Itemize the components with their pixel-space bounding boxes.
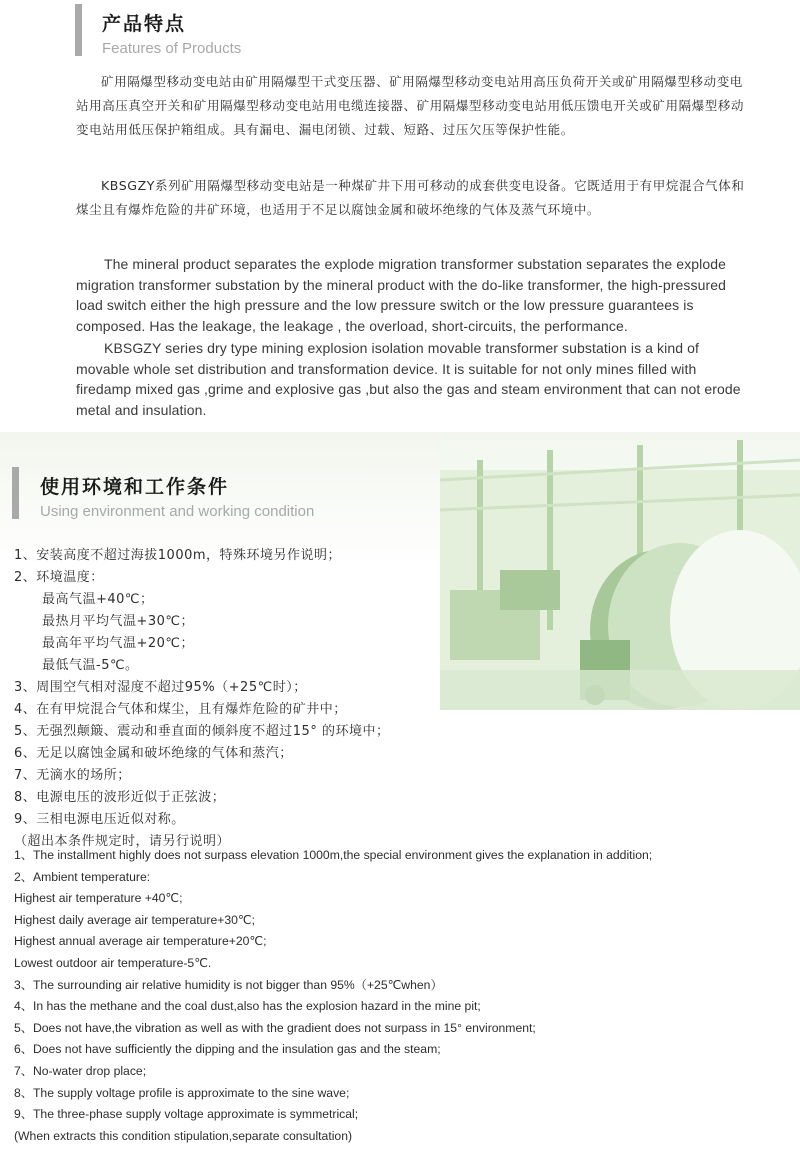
- condition-item-en: 9、The three-phase supply voltage approximate is symmetrical;: [14, 1107, 359, 1122]
- features-paragraph-en-2: KBSGZY series dry type mining explosion isolation movable transformer substation is a kind of movable whole set distribution and transformation device. It is suitable for not only mines filled with firedamp mixed gas ,grime and explosive gas ,but also the gas and steam environment that can not erode metal and insulation.: [76, 340, 741, 418]
- condition-subitem-cn: 最高气温+40℃；: [42, 592, 154, 607]
- condition-item-en: 2、Ambient temperature:: [14, 869, 151, 884]
- condition-subitem-cn: 最低气温-5℃。: [42, 658, 139, 673]
- condition-subitem-en: Highest air temperature +40℃;: [14, 891, 183, 906]
- condition-subitem-cn: 最高年平均气温+20℃；: [42, 636, 195, 651]
- features-paragraph-cn-2: KBSGZY系列矿用隔爆型移动变电站是一种煤矿井下用可移动的成套供变电设备。它既适用于有甲烷混合气体和煤尘且有爆炸危险的井矿环境，也适用于不足以腐蚀金属和破坏绝缘的气体及蒸气环境中。: [76, 178, 745, 217]
- conditions-list-en: [14, 845, 652, 1147]
- condition-note-cn: （超出本条件规定时，请另行说明）: [14, 834, 231, 849]
- condition-item-cn: 1、安装高度不超过海拔1000m，特殊环境另作说明；: [14, 548, 342, 563]
- section-marker-bar: [12, 467, 19, 519]
- condition-item-cn: 5、无强烈颠簸、震动和垂直面的倾斜度不超过15° 的环境中；: [14, 724, 390, 739]
- condition-item-en: 8、The supply voltage profile is approximate to the sine wave;: [14, 1085, 350, 1100]
- factory-photo: [440, 440, 800, 710]
- condition-subitem-en: Highest annual average air temperature+20℃;: [14, 934, 267, 949]
- condition-subitem-en: Lowest outdoor air temperature-5℃.: [14, 955, 212, 970]
- features-title-cn: 产品特点: [102, 14, 187, 35]
- condition-item-cn: 4、在有甲烷混合气体和煤尘，且有爆炸危险的矿井中；: [14, 702, 347, 717]
- section-marker-bar: [75, 4, 82, 56]
- features-paragraph-cn-1: 矿用隔爆型移动变电站由矿用隔爆型干式变压器、矿用隔爆型移动变电站用高压负荷开关或矿用隔爆型移动变电站用高压真空开关和矿用隔爆型移动变电站用电缆连接器、矿用隔爆型移动变电站用低压馈电开关或矿用隔爆型移动变电站用低压保护箱组成。具有漏电、漏电闭锁、过载、短路、过压欠压等保护性能。: [76, 74, 745, 137]
- condition-item-cn: 9、三相电源电压近似对称。: [14, 812, 185, 827]
- condition-item-en: 6、Does not have sufficiently the dipping and the insulation gas and the steam;: [14, 1042, 441, 1057]
- condition-item-cn: 6、无足以腐蚀金属和破坏绝缘的气体和蒸汽；: [14, 746, 293, 761]
- condition-item-en: 4、In has the methane and the coal dust,also has the explosion hazard in the mine pit;: [14, 999, 481, 1014]
- condition-subitem-cn: 最热月平均气温+30℃；: [42, 614, 195, 629]
- condition-item-en: 1、The installment highly does not surpass elevation 1000m,the special environment gives the explanation in addition;: [14, 848, 653, 862]
- condition-item-en: 3、The surrounding air relative humidity is not bigger than 95%（+25℃when）: [14, 977, 443, 992]
- condition-note-en: (When extracts this condition stipulation,separate consultation): [14, 1128, 353, 1143]
- condition-subitem-en: Highest daily average air temperature+30℃;: [14, 912, 255, 927]
- conditions-list-cn: [14, 545, 389, 853]
- condition-item-cn: 8、电源电压的波形近似于正弦波；: [14, 790, 226, 805]
- conditions-title-cn: 使用环境和工作条件: [40, 477, 230, 498]
- conditions-title-en: Using environment and working condition: [40, 503, 315, 520]
- factory-photo-illustration: [440, 440, 800, 710]
- features-paragraph-en-1: The mineral product separates the explode migration transformer substation separates the explode migration transformer substation by the mineral product with the do-like transformer, the high-pressured load switch either the high pressure and the low pressure switch or the low pressure guarantees is composed. Has the leakage, the leakage , the overload, short-circuits, the performance.: [76, 256, 727, 334]
- condition-item-en: 7、No-water drop place;: [14, 1063, 147, 1078]
- condition-item-cn: 2、环境温度：: [14, 570, 104, 585]
- features-title-en: Features of Products: [102, 40, 242, 57]
- condition-item-en: 5、Does not have,the vibration as well as with the gradient does not surpass in 15° environment;: [14, 1020, 536, 1035]
- condition-item-cn: 7、无滴水的场所；: [14, 768, 131, 783]
- condition-item-cn: 3、周围空气相对湿度不超过95%（+25℃时）；: [14, 680, 307, 695]
